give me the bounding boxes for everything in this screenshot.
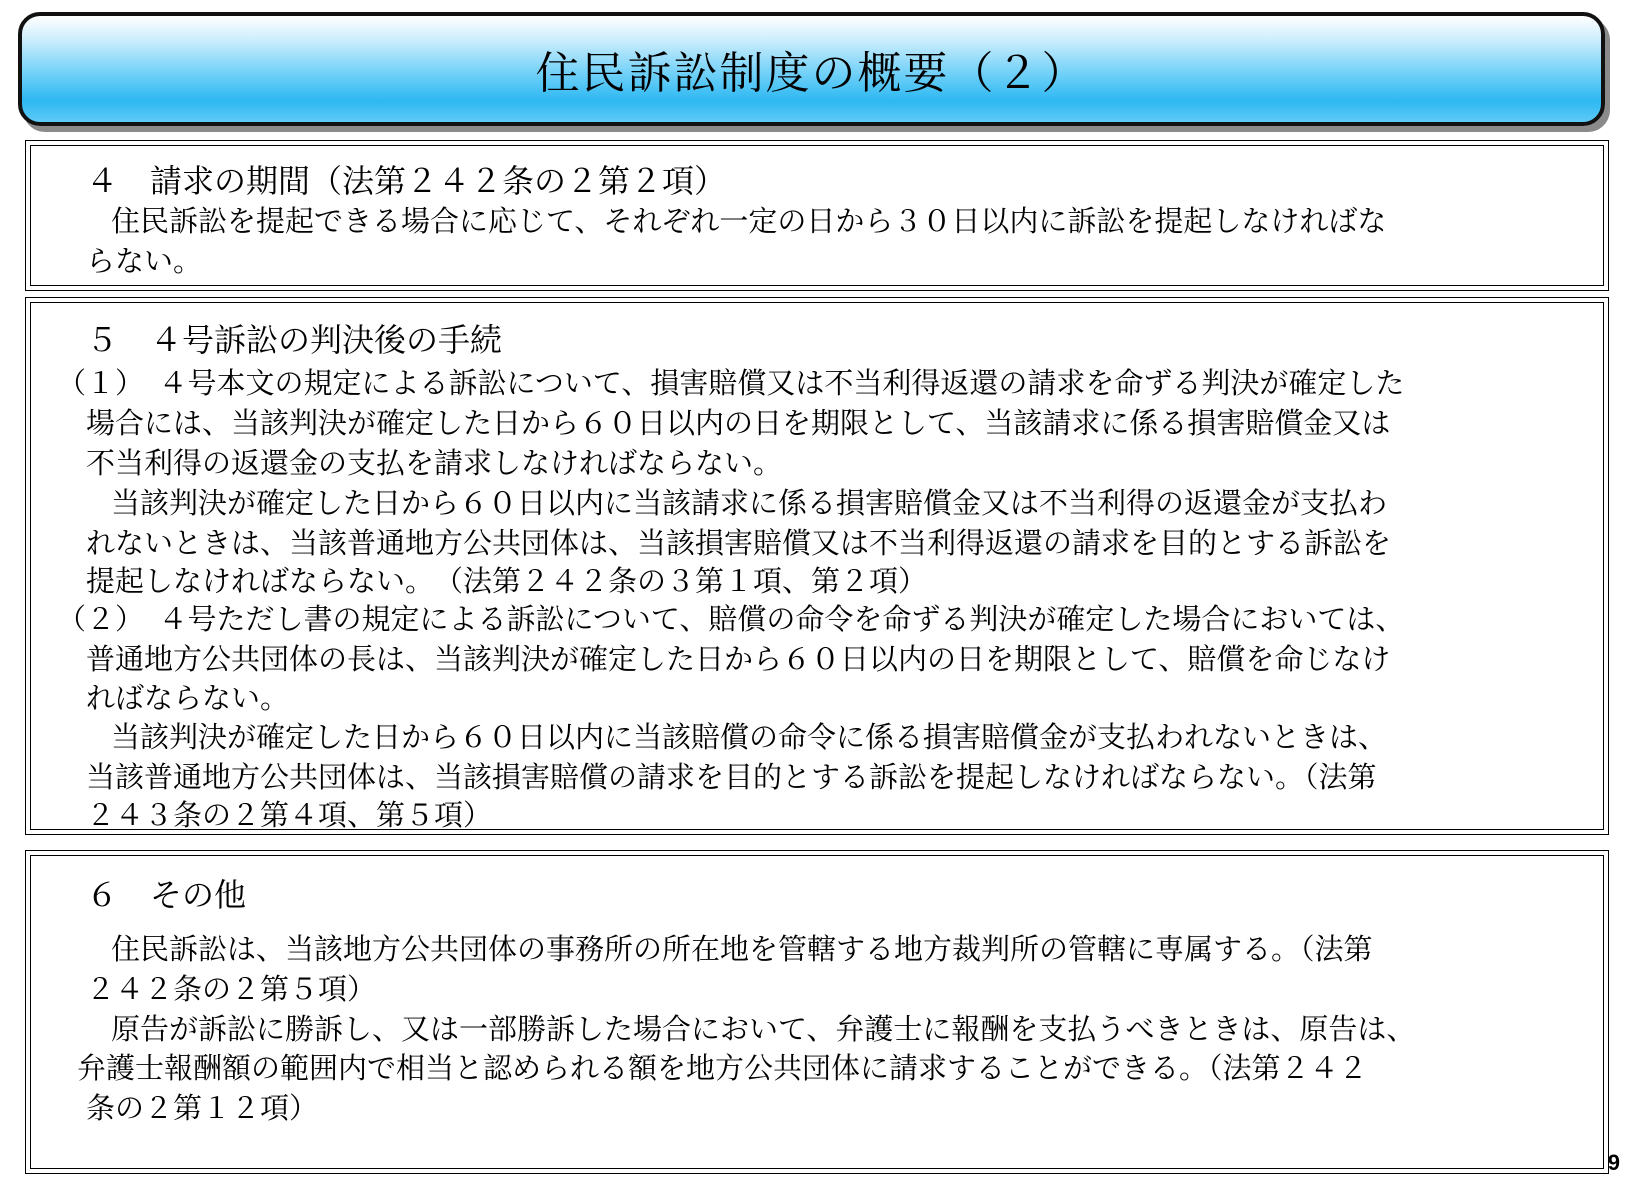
section-5-line-4: 当該判決が確定した日から６０日以内に当該請求に係る損害賠償金又は不当利得の返還金が支払わ (111, 486, 1388, 520)
section-5-line-3: 不当利得の返還金の支払を請求しなければならない。 (86, 446, 783, 480)
section-4-line-2: らない。 (86, 244, 203, 278)
section-6-line-2: ２４２条の２第５項） (86, 972, 377, 1006)
section-5-line-5: れないときは、当該普通地方公共団体は、当該損害賠償又は不当利得返還の請求を目的とする訴訟を (86, 526, 1392, 560)
page-number: 9 (1607, 1150, 1620, 1175)
section-5-line-7: （２） ４号ただし書の規定による訴訟について、賠償の命令を命ずる判決が確定した場合においては、 (57, 602, 1405, 636)
section-6-line-3: 原告が訴訟に勝訴し、又は一部勝訴した場合において、弁護士に報酬を支払うべきときは、原告は、 (111, 1012, 1416, 1046)
section-5-line-8: 普通地方公共団体の長は、当該判決が確定した日から６０日以内の日を期限として、賠償を命じなけ (86, 642, 1391, 676)
section-5-box (25, 297, 1609, 835)
section-4-line-1: 住民訴訟を提起できる場合に応じて、それぞれ一定の日から３０日以内に訴訟を提起しなければな (111, 204, 1387, 238)
section-5-heading: ５ ４号訴訟の判決後の手続 (86, 321, 503, 359)
section-5-line-6: 提起しなければならない。 （法第２４２条の３第１項、第２項） (86, 564, 928, 598)
section-5-line-9: ればならない。 (86, 681, 290, 715)
section-6-line-4: 弁護士報酬額の範囲内で相当と認められる額を地方公共団体に請求することができる。（法第２４２ (77, 1051, 1368, 1085)
section-5-line-1: （１） ４号本文の規定による訴訟について、損害賠償又は不当利得返還の請求を命ずる判決が確定した (57, 366, 1405, 400)
section-6-heading: ６ その他 (86, 876, 247, 914)
section-5-line-11: 当該普通地方公共団体は、当該損害賠償の請求を目的とする訴訟を提起しなければならない。（法第 (86, 760, 1377, 794)
section-5-line-10: 当該判決が確定した日から６０日以内に当該賠償の命令に係る損害賠償金が支払われないときは、 (111, 720, 1388, 754)
section-6-line-1: 住民訴訟は、当該地方公共団体の事務所の所在地を管轄する地方裁判所の管轄に専属する。（法第 (111, 932, 1373, 966)
section-5-line-2: 場合には、当該判決が確定した日から６０日以内の日を期限として、当該請求に係る損害賠償金又は (86, 406, 1391, 440)
section-5-line-12: ２４３条の２第４項、第５項） (86, 798, 493, 832)
section-6-box (25, 850, 1609, 1174)
section-4-heading: ４ 請求の期間（法第２４２条の２第２項） (86, 162, 727, 200)
section-4-box (25, 140, 1609, 291)
page-title: 住民訴訟制度の概要（２） (535, 48, 1088, 99)
section-6-line-5: 条の２第１２項） (86, 1091, 319, 1125)
title-banner (18, 12, 1605, 126)
